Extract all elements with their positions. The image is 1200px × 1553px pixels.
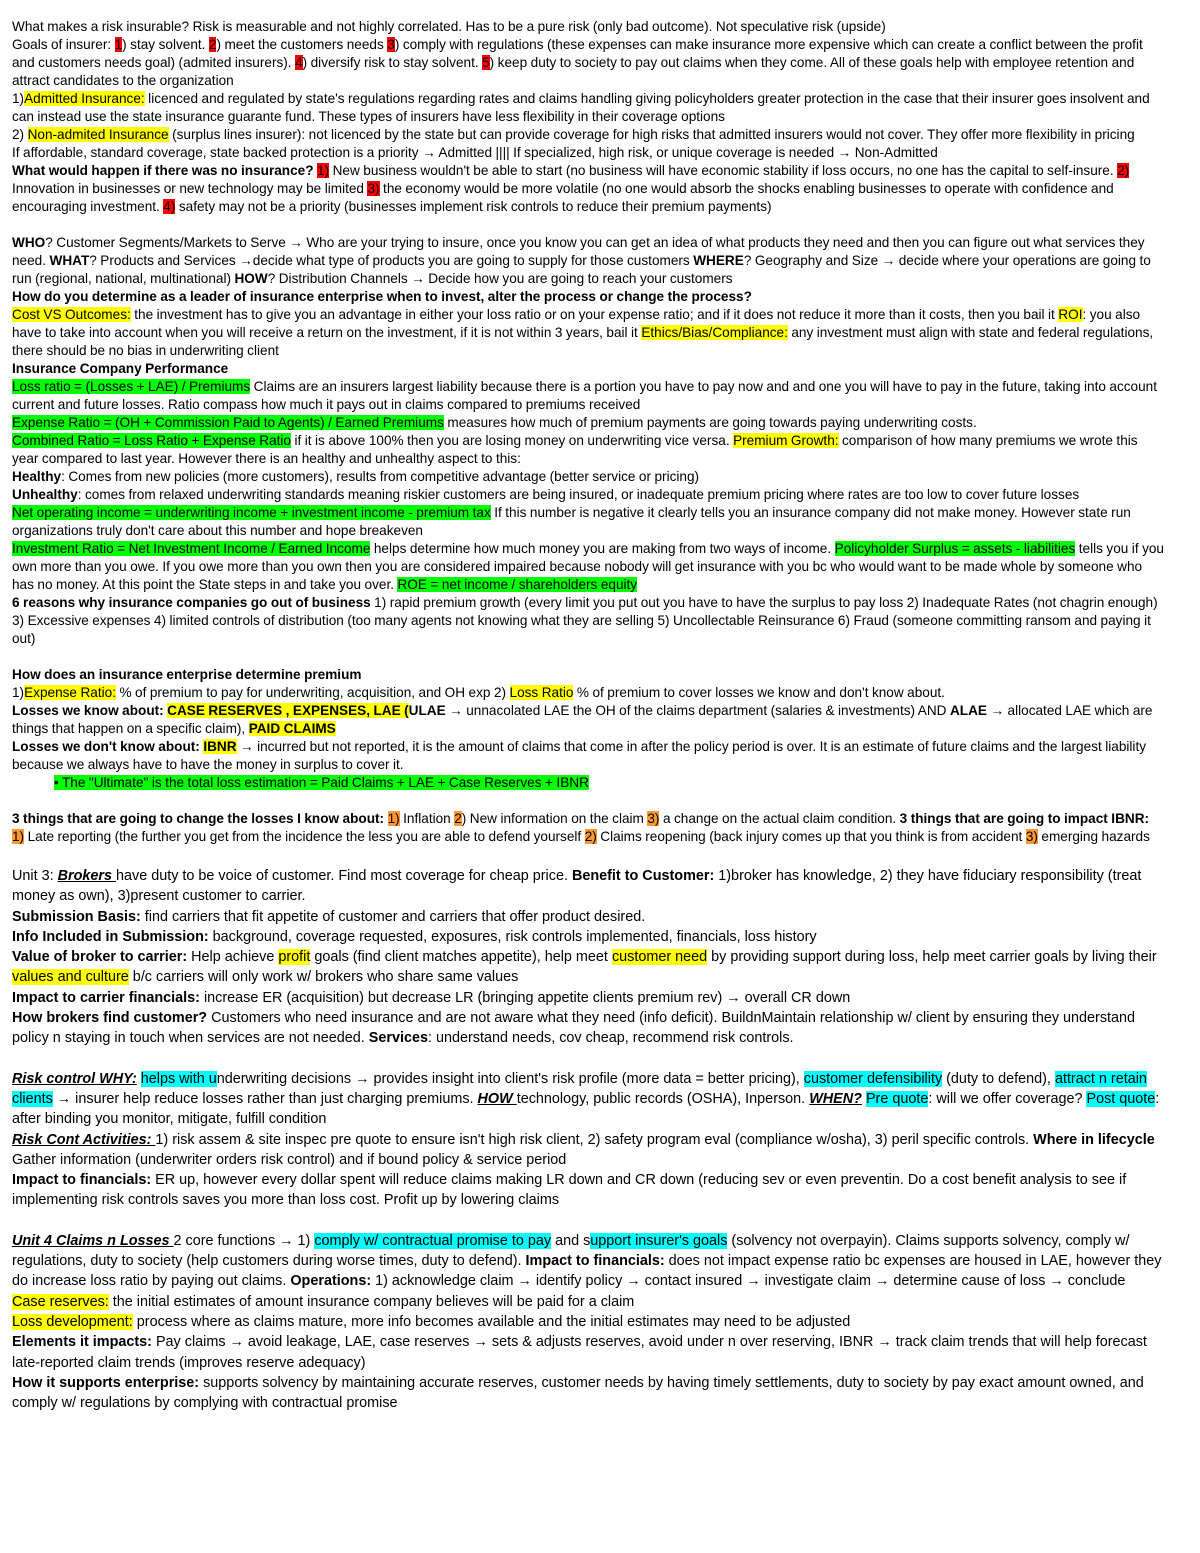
bold-term: Risk Cont Activities: — [12, 1131, 156, 1148]
highlighted-text: Loss Ratio — [509, 685, 574, 700]
text-run: 2 core functions → 1) — [173, 1232, 315, 1249]
highlighted-text: PAID CLAIMS — [248, 721, 336, 736]
text-run: Late reporting (the further you get from the incidence the less you are able to defend yourself — [24, 829, 585, 844]
text-run: If this number is negative it clearly tells you an insurance company did not make money. However state run organizations truly don't care about this number and hope breakeven — [12, 505, 1131, 538]
text-run: tells you if you own more than you owe. If you owe more than you own then you are considered impaired because nobody will get insurance with you bc who would want to be made whole by someone who has no money. At this point the State steps in and take you over. — [12, 541, 1164, 592]
text-run: : will we offer coverage? — [928, 1090, 1087, 1107]
highlighted-text: 3 — [387, 37, 395, 52]
highlighted-text: Ethics/Bias/Compliance: — [641, 325, 788, 340]
text-run: Unit 3: — [12, 868, 58, 884]
bold-term: Unhealthy — [12, 487, 78, 502]
paragraph — [12, 126, 1164, 144]
text-run: 1) — [12, 91, 25, 106]
text-run: 2) — [12, 127, 28, 142]
highlighted-text: 3) — [647, 811, 660, 826]
highlighted-text: values and culture — [12, 969, 129, 986]
text-run: ) stay solvent. — [122, 37, 209, 52]
paragraph — [12, 666, 1164, 684]
bold-term: Brokers — [57, 868, 116, 884]
highlighted-text: IBNR — [203, 739, 237, 754]
bold-term: Losses we know about: — [12, 703, 168, 718]
text-run: (duty to defend), — [942, 1070, 1055, 1087]
bold-term: WHEN? — [809, 1090, 862, 1107]
highlighted-text: attract n retain clients — [12, 1070, 1147, 1107]
text-run: ) keep duty to society to pay out claims when they come. All of these goals help with employee retention and attract candidates to the organization — [12, 55, 1135, 88]
bold-term: Benefit to Customer: — [571, 868, 715, 884]
text-run: ? Customer Segments/Markets to Serve → Who are your trying to insure, once you know you can get an idea of what products they need and then you can figure out what services they need. — [12, 235, 1145, 268]
paragraph — [12, 288, 1164, 306]
bold-term: Losses we don't know about: — [12, 739, 204, 754]
paragraph — [12, 36, 1164, 90]
bold-term: What would happen if there was no insurance? — [12, 163, 314, 178]
text-run: Claims reopening (back injury comes up that you think is from accident — [596, 829, 1026, 844]
highlighted-text: Expense Ratio: — [24, 685, 116, 700]
bold-term: Impact to financials: — [525, 1253, 665, 1270]
highlighted-text: ROE = net income / shareholders equity — [397, 577, 638, 592]
bold-term: Where in lifecycle — [1033, 1131, 1155, 1148]
text-run: ? Distribution Channels → Decide how you are going to reach your customers — [267, 271, 733, 286]
text-run: process where as claims mature, more info becomes available and the initial estimates may need to be adjusted — [132, 1313, 851, 1330]
text-run: 1) rapid premium growth (every limit you put out you have to have the surplus to pay loss 2) Inadequate Rates (not chagrin enough) 3) Excessive expenses 4) limited controls of distribution (too many agents not knowing what they are selling 5) Uncollectable Reinsurance 6) Fraud (someone committing ransom and paying it out) — [12, 595, 1158, 646]
text-run: if it is above 100% then you are losing money on underwriting vice versa. — [291, 433, 734, 448]
paragraph — [12, 738, 1164, 774]
highlighted-text: 2 — [454, 811, 462, 826]
text-run: ? Geography and Size → decide where your operations are going to run (regional, national, multinational) — [12, 253, 1151, 286]
paragraph — [12, 306, 1164, 360]
bold-term: WHO — [12, 235, 46, 250]
text-run: and s — [551, 1232, 591, 1249]
text-run: Claims are an insurers largest liability because there is a portion you have to pay now and and one you will have to pay in the future, taking into account current and future losses. Ratio compass how much it pays out in claims compared to premiums received — [12, 379, 1158, 412]
highlighted-text: comply w/ contractual promise to pay — [314, 1232, 552, 1249]
paragraph — [12, 468, 1164, 486]
bold-term: Risk control WHY: — [12, 1070, 137, 1087]
bold-term: Impact to financials: — [12, 1172, 156, 1189]
text-run: by providing support during loss, help meet carrier goals by living their — [707, 949, 1157, 966]
bold-term: Submission Basis: — [12, 908, 141, 925]
paragraph — [12, 414, 1164, 432]
bold-term: Impact to carrier financials: — [12, 989, 200, 1006]
highlighted-text: 4) — [163, 199, 176, 214]
highlighted-text: 2) — [584, 829, 597, 844]
highlighted-text: Cost VS Outcomes: — [12, 307, 131, 322]
bold-term: Elements it impacts: — [12, 1334, 152, 1351]
paragraph — [12, 1231, 1164, 1292]
text-run: nderwriting decisions → provides insight into client's risk profile (more data = better pricing), — [216, 1070, 804, 1087]
highlighted-text: 1) — [317, 163, 330, 178]
paragraph — [12, 378, 1164, 414]
highlighted-text: Case reserves: — [12, 1293, 109, 1310]
highlighted-text: 2) — [1117, 163, 1130, 178]
bold-term: How do you determine as a leader of insurance enterprise when to invest, alter the process or change the process? — [12, 289, 752, 304]
bold-term: 3 things that are going to change the losses I know about: — [12, 811, 388, 826]
highlighted-text: Pre quote — [865, 1090, 929, 1107]
text-run: the initial estimates of amount insurance company believes will be paid for a claim — [108, 1293, 635, 1310]
text-run: goals (find client matches appetite), help meet — [310, 949, 612, 966]
paragraph — [12, 866, 1164, 907]
paragraph — [12, 144, 1164, 162]
paragraph — [12, 684, 1164, 702]
highlighted-text: Non-admited Insurance — [27, 127, 169, 142]
text-run: → allocated LAE which are things that happen on a specific claim), — [12, 703, 1153, 736]
text-run: 1) risk assem & site inspec pre quote to ensure isn't high risk client, 2) safety program eval (compliance w/osha), 3) peril specific controls. — [155, 1131, 1034, 1148]
text-run: Help achieve — [187, 949, 279, 966]
text-run: ) meet the customers needs — [216, 37, 388, 52]
text-run: the investment has to give you an advantage in either your loss ratio or on your expense ratio; and if it does not reduce it more than it costs, then you bail it — [130, 307, 1059, 322]
text-run: any investment must align with state and federal regulations, there should be no bias in underwriting client — [12, 325, 1154, 358]
text-run: Customers who need insurance and are not aware what they need (info deficit). BuildnMaintain relationship w/ client by ensuring they understand policy n staying in touch when services are not needed. — [12, 1010, 1136, 1047]
highlighted-text: Combined Ratio = Loss Ratio + Expense Ratio — [12, 433, 291, 448]
text-run: ) diversify risk to stay solvent. — [302, 55, 483, 70]
paragraph — [12, 18, 1164, 36]
highlighted-text: ROI — [1058, 307, 1083, 322]
paragraph — [12, 702, 1164, 738]
text-run: Pay claims → avoid leakage, LAE, case reserves → sets & adjusts reserves, avoid under n over reserving, IBNR → track claim trends that will help forecast late-reported claim trends (improves reserve adequacy) — [12, 1334, 1147, 1371]
text-run: : understand needs, cov cheap, recommend risk controls. — [428, 1030, 794, 1047]
paragraph — [12, 1332, 1164, 1373]
text-run: the economy would be more volatile (no one would absorb the shocks enabling businesses to operate with confidence and encouraging investment. — [12, 181, 1114, 214]
highlighted-text: customer need — [611, 949, 708, 966]
bold-term: Value of broker to carrier: — [12, 949, 188, 966]
highlighted-text: Loss development: — [12, 1313, 133, 1330]
text-run: licenced and regulated by state's regulations regarding rates and claims handling giving policyholders greater protection in the case that their insurer goes insolvent and can instead use the state insurance guarante fund. These types of insurers have less flexibility in their coverage options — [12, 91, 1150, 124]
bold-term: Unit 4 Claims n Losses — [12, 1232, 174, 1249]
paragraph — [12, 90, 1164, 126]
paragraph — [12, 486, 1164, 504]
highlighted-text: Post quote — [1086, 1090, 1156, 1107]
text-run: → unnacolated LAE the OH of the claims department (salaries & investments) AND — [445, 703, 950, 718]
bold-term: How it supports enterprise: — [12, 1374, 200, 1391]
highlighted-text: Expense Ratio = (OH + Commission Paid to Agents) / Earned Premiums — [12, 415, 444, 430]
text-run: ) comply with regulations (these expenses can make insurance more expensive which can create a conflict between the profit and customers needs goal) (admited insurers). — [12, 37, 1143, 70]
paragraph-spacer — [12, 846, 1164, 866]
text-run: Inflation — [399, 811, 455, 826]
text-run: ) New information on the claim — [461, 811, 648, 826]
paragraph — [12, 360, 1164, 378]
paragraph — [12, 927, 1164, 947]
text-run: % of premium to pay for underwriting, acquisition, and OH exp 2) — [115, 685, 510, 700]
bold-term: Healthy — [12, 469, 62, 484]
bold-term: HOW — [234, 271, 268, 286]
text-run: measures how much of premium payments are going towards paying underwriting costs. — [443, 415, 977, 430]
paragraph — [12, 1292, 1164, 1312]
text-run: New business wouldn't be able to start (no business will have economic stability if loss occurs, no one has the capital to self-insure. — [329, 163, 1118, 178]
paragraph — [12, 1069, 1164, 1130]
text-run: If affordable, standard coverage, state backed protection is a priority → Admitted |||| If specialized, high risk, or unique coverage is needed → Non-Admitted — [12, 145, 938, 160]
paragraph-spacer — [12, 216, 1164, 234]
bullet-item — [12, 774, 1164, 792]
text-run: have duty to be voice of customer. Find most coverage for cheap price. — [116, 868, 572, 884]
bold-term: WHERE — [693, 253, 744, 268]
highlighted-text: 5 — [482, 55, 490, 70]
bold-term: WHAT — [49, 253, 90, 268]
paragraph — [12, 947, 1164, 988]
bold-term: Services — [368, 1030, 428, 1047]
text-run: find carriers that fit appetite of customer and carriers that offer product desired. — [140, 908, 646, 925]
text-run: → insurer help reduce losses rather than just charging premiums. — [52, 1090, 478, 1107]
text-run: does not impact expense ratio bc expenses are housed in LAE, however they do increase loss ratio by paying out claims. — [12, 1253, 1162, 1290]
bold-term: 6 reasons why insurance companies go out of business — [12, 595, 371, 610]
text-run: → incurred but not reported, it is the amount of claims that come in after the policy period is over. It is an estimate of future claims and the largest liability because we always have to have the money in surplus to cover it. — [12, 739, 1147, 772]
highlighted-text: Net operating income = underwriting income + investment income - premium tax — [12, 505, 491, 520]
highlighted-text: Investment Ratio = Net Investment Income / Earned Income — [12, 541, 371, 556]
bold-term: HOW — [477, 1090, 517, 1107]
highlighted-text: profit — [278, 949, 311, 966]
highlighted-text: 1 — [114, 37, 123, 52]
text-run: (surplus lines insurer): not licenced by the state but can provide coverage for high risks that admitted insurers would not cover. They offer more flexibility in pricing — [168, 127, 1135, 142]
paragraph-spacer — [12, 792, 1164, 810]
paragraph — [12, 1008, 1164, 1049]
text-run: : after binding you monitor, mitigate, fulfill condition — [12, 1090, 1160, 1128]
text-run: : you also have to take into account when you will receive a return on the investment, if it is not within 3 years, bail it — [12, 307, 1141, 340]
highlighted-text: 2 — [208, 37, 217, 52]
paragraph — [12, 594, 1164, 648]
text-run: technology, public records (OSHA), Inperson. — [516, 1090, 810, 1107]
paragraph — [12, 1312, 1164, 1332]
bold-term: Operations: — [290, 1273, 372, 1290]
highlighted-text: 3) — [367, 181, 380, 196]
text-run: Goals of insurer: — [12, 37, 115, 52]
paragraph — [12, 234, 1164, 288]
paragraph — [12, 162, 1164, 216]
paragraph — [12, 540, 1164, 594]
text-run: ER up, however every dollar spent will reduce claims making LR down and CR down (reducing sev or even preventin. Do a cost benefit analysis to see if implementing risk controls saves you more than loss cost. Profit up by lowering claims — [12, 1172, 1127, 1209]
paragraph — [12, 988, 1164, 1008]
text-run: 1)broker has knowledge, 2) they have fiduciary responsibility (treat money as own), 3)present customer to carrier. — [12, 868, 1142, 905]
paragraph-spacer — [12, 1049, 1164, 1069]
bold-term: Insurance Company Performance — [12, 361, 229, 376]
highlighted-text: 1) — [12, 829, 25, 844]
highlighted-text: 3) — [1025, 829, 1038, 844]
text-run: 1) acknowledge claim → identify policy → contact insured → investigate claim → determine cause of loss → conclude — [371, 1273, 1126, 1290]
paragraph — [12, 504, 1164, 540]
text-run: : comes from relaxed underwriting standards meaning riskier customers are being insured, or inadequate premium pricing where rates are too low to cover future losses — [77, 487, 1080, 502]
paragraph — [12, 907, 1164, 927]
bold-term: How does an insurance enterprise determine premium — [12, 667, 362, 682]
highlighted-text: CASE RESERVES , EXPENSES, LAE ( — [167, 703, 409, 718]
highlighted-text: 1) — [387, 811, 400, 826]
bold-term: ULAE — [408, 703, 446, 718]
text-run: What makes a risk insurable? Risk is measurable and not highly correlated. Has to be a pure risk (only bad outcome). Not speculative risk (upside) — [12, 19, 886, 34]
paragraph — [12, 432, 1164, 468]
text-run: safety may not be a priority (businesses implement risk controls to reduce their premium payments) — [175, 199, 772, 214]
bold-term: 3 things that are going to impact IBNR: — [899, 811, 1150, 826]
paragraph-spacer — [12, 1211, 1164, 1231]
text-run: ? Products and Services →decide what type of products you are going to supply for those customers — [89, 253, 694, 268]
text-run: a change on the actual claim condition. — [659, 811, 900, 826]
text-run: Innovation in businesses or new technology may be limited — [12, 181, 368, 196]
bold-term: Info Included in Submission: — [12, 928, 209, 945]
highlighted-text: 4 — [295, 55, 303, 70]
highlighted-text: Premium Growth: — [733, 433, 839, 448]
highlighted-text: customer defensibility — [803, 1070, 943, 1087]
text-run: % of premium to cover losses we know and don't know about. — [573, 685, 945, 700]
paragraph — [12, 1373, 1164, 1414]
text-run: comparison of how many premiums we wrote this year compared to last year. However there is an healthy and unhealthy aspect to this: — [12, 433, 1138, 466]
text-run: : Comes from new policies (more customers), results from competitive advantage (better service or pricing) — [61, 469, 700, 484]
text-run: b/c carriers will only work w/ brokers who share same values — [128, 969, 519, 986]
highlighted-text: Loss ratio = (Losses + LAE) / Premiums — [12, 379, 251, 394]
text-run: Gather information (underwriter orders risk control) and if bound policy & service period — [12, 1151, 567, 1168]
bold-term: How brokers find customer? — [12, 1010, 208, 1027]
text-run: supports solvency by maintaining accurate reserves, customer needs by having timely settlements, duty to society by pay exact amount owned, and comply w/ regulations by complying with contractual promise — [12, 1374, 1144, 1412]
text-run: emerging hazards — [1037, 829, 1150, 844]
text-run: 1) — [12, 685, 25, 700]
bold-term: ALAE — [949, 703, 987, 718]
text-run: (solvency not overpayin). Claims supports solvency, comply w/ regulations, duty to society (help customers during worse times, duty to defend). — [12, 1232, 1130, 1270]
highlighted-text: Admitted Insurance: — [24, 91, 145, 106]
notes-section-insurance-basics — [12, 18, 1164, 846]
highlighted-text: upport insurer's goals — [590, 1232, 728, 1249]
notes-section-units-3-4 — [12, 846, 1164, 1413]
paragraph — [12, 810, 1164, 846]
paragraph-spacer — [12, 648, 1164, 666]
text-run: background, coverage requested, exposures, risk controls implemented, financials, loss history — [208, 928, 817, 945]
paragraph — [12, 1130, 1164, 1171]
highlighted-text: helps with u — [140, 1070, 217, 1087]
paragraph — [12, 1170, 1164, 1211]
highlighted-text: • The "Ultimate" is the total loss estimation = Paid Claims + LAE + Case Reserves + IBNR — [54, 775, 589, 790]
text-run: helps determine how much money you are making from two ways of income. — [370, 541, 835, 556]
text-run: increase ER (acquisition) but decrease LR (bringing appetite clients premium rev) → overall CR down — [199, 989, 851, 1006]
highlighted-text: Policyholder Surplus = assets - liabilities — [834, 541, 1076, 556]
